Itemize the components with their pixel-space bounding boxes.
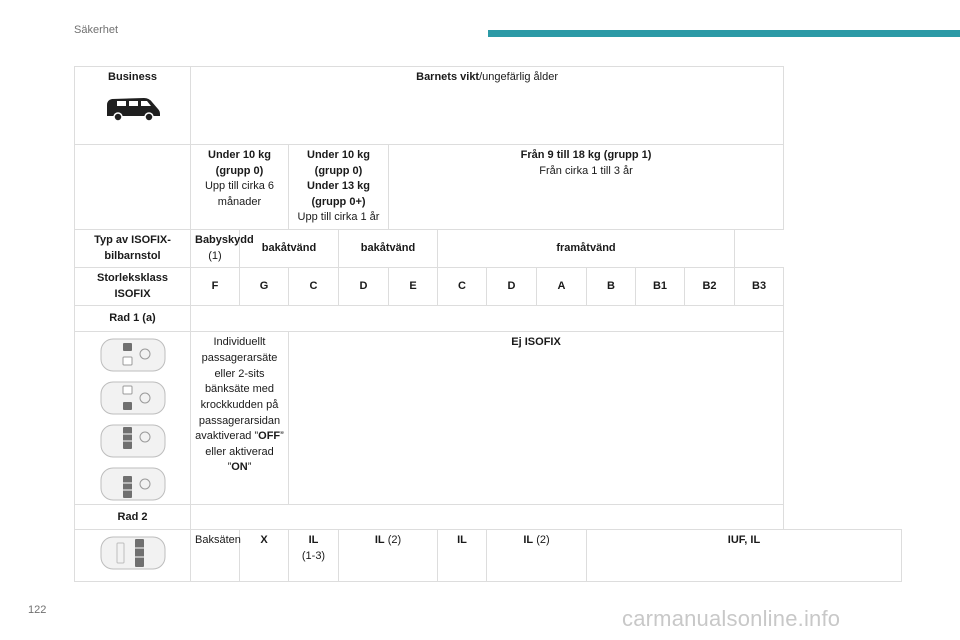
- row2-seat-cell: [191, 530, 240, 582]
- row2-c5-cell: [487, 530, 587, 582]
- empty-cell: [75, 145, 191, 230]
- size-label-cell: [75, 268, 191, 306]
- version-label: Business: [108, 71, 157, 83]
- size-class: D: [359, 280, 368, 293]
- row2-label-cell: [75, 505, 191, 530]
- row2-value: X: [260, 534, 268, 547]
- carrycot-label: Babyskydd: [195, 234, 254, 247]
- row1-desc-line: passagerarsäte: [201, 352, 278, 365]
- row2-c1-cell: [240, 530, 289, 582]
- size-class: D: [507, 280, 516, 293]
- size-class: F: [211, 280, 219, 293]
- rear-seats-label: Baksäten: [195, 534, 241, 547]
- group0plus-age: Upp till cirka 1 år: [297, 211, 380, 224]
- rear-facing-label-2: bakåtvänd: [360, 241, 416, 254]
- size-class-cell: [587, 268, 636, 306]
- size-class: A: [557, 280, 566, 293]
- row2-c2-cell: [289, 530, 339, 582]
- quote-close: ”: [247, 461, 252, 474]
- carrycot-cell: [191, 230, 254, 268]
- group0-weight: Under 10 kg: [208, 149, 271, 161]
- size-class: B2: [702, 280, 717, 293]
- row2-value: IL: [308, 534, 319, 547]
- group1-age: Från cirka 1 till 3 år: [539, 164, 633, 177]
- size-class: E: [409, 280, 417, 293]
- size-class: B1: [652, 280, 668, 293]
- header-accent-bar: [488, 30, 960, 37]
- row1-desc-line: eller 2-sits: [214, 367, 265, 380]
- group1-weight: Från 9 till 18 kg (grupp 1): [520, 149, 652, 161]
- rear-facing-label-1: bakåtvänd: [261, 241, 317, 254]
- group0plus-name1: (grupp 0): [314, 164, 363, 177]
- size-class-cell: [685, 268, 735, 306]
- row2-note: (2): [384, 534, 402, 547]
- row1-desc-line: krockkudden på: [200, 398, 279, 411]
- row1-diagrams-cell: [75, 332, 191, 505]
- row2-value: IUF, IL: [727, 534, 761, 547]
- row2-value: IL: [374, 534, 385, 547]
- size-class: B: [607, 280, 615, 293]
- size-class-cell: [537, 268, 587, 306]
- row2-note: (1-3): [301, 550, 326, 563]
- group0plus-weight1: Under 10 kg: [307, 149, 370, 161]
- size-class-cell: [735, 268, 784, 306]
- weight-header-bold: Barnets vikt: [416, 71, 480, 83]
- airbag-on-label: ON: [231, 461, 248, 474]
- carrycot-note: (1): [208, 249, 222, 262]
- size-class: B3: [752, 280, 767, 293]
- seat-layout-front-2seat-b-icon: [97, 464, 169, 504]
- isofix-table: [74, 66, 902, 582]
- rear-facing-cell-1: [240, 230, 339, 268]
- weight-header-rest: /ungefärlig ålder: [479, 71, 558, 83]
- group0plus-name2: (grupp 0+): [311, 195, 366, 208]
- row1-label-filler: [191, 306, 784, 332]
- group1-cell: [389, 145, 784, 230]
- row1-desc-line: eller aktiverad: [205, 445, 274, 458]
- row2-diagram-cell: [75, 530, 191, 582]
- size-class-cell: [191, 268, 240, 306]
- group0-age: Upp till cirka 6: [204, 180, 275, 193]
- row1-desc-line: Individuellt: [213, 336, 266, 349]
- page-number: 122: [28, 604, 47, 616]
- row1-label: Rad 1 (a): [109, 312, 156, 325]
- version-cell: [75, 67, 191, 145]
- forward-facing-label: framåtvänd: [556, 241, 616, 254]
- group0plus-cell: [289, 145, 389, 230]
- seat-layout-rear-icon: [97, 533, 169, 573]
- size-class-cell: [240, 268, 289, 306]
- not-isofix-label: Ej ISOFIX: [511, 336, 561, 349]
- size-class-cell: [339, 268, 389, 306]
- weight-header-cell: [191, 67, 784, 145]
- row2-c4-cell: [438, 530, 487, 582]
- seat-layout-front-passenger-icon: [97, 335, 169, 375]
- forward-facing-cell: [438, 230, 735, 268]
- group0-age-unit: månader: [217, 195, 262, 208]
- size-class-cell: [438, 268, 487, 306]
- size-class: C: [458, 280, 466, 293]
- group0plus-weight2: Under 13 kg: [307, 180, 370, 193]
- van-icon: [104, 96, 162, 122]
- size-class-cell: [487, 268, 537, 306]
- row1-desc-line: passagerarsidan: [198, 414, 281, 427]
- quote-close: ”: [280, 430, 284, 443]
- row1-desc-line: avaktiverad ”: [195, 430, 259, 443]
- row2-value: IL: [457, 534, 467, 547]
- size-class-cell: [636, 268, 685, 306]
- group0-name: (grupp 0): [215, 164, 264, 177]
- seat-layout-front-2seat-a-icon: [97, 421, 169, 461]
- row1-desc-cell: [191, 332, 289, 505]
- group0-cell: [191, 145, 289, 230]
- row1-label-cell: [75, 306, 191, 332]
- airbag-off-label: OFF: [258, 430, 281, 443]
- size-class-cell: [289, 268, 339, 306]
- row2-c6-cell: [587, 530, 902, 582]
- row2-label-filler: [191, 505, 784, 530]
- section-label: Säkerhet: [74, 24, 119, 36]
- row2-value: IL: [523, 534, 534, 547]
- quote-open: ”: [227, 461, 232, 474]
- row2-note: (2): [533, 534, 550, 547]
- size-label: Storleksklass ISOFIX: [97, 272, 168, 300]
- size-class: G: [259, 280, 269, 293]
- rear-facing-cell-2: [339, 230, 438, 268]
- type-label-cell: [75, 230, 191, 268]
- watermark: carmanualsonline.info: [622, 606, 841, 631]
- row2-c3-cell: [339, 530, 438, 582]
- seat-layout-front-bench-icon: [97, 378, 169, 418]
- row1-value-cell: [289, 332, 784, 505]
- row2-label: Rad 2: [117, 510, 148, 523]
- size-class: C: [309, 280, 318, 293]
- type-label: Typ av ISOFIX-bilbarnstol: [94, 234, 171, 262]
- row1-desc-line: bänksäte med: [204, 383, 275, 396]
- size-class-cell: [389, 268, 438, 306]
